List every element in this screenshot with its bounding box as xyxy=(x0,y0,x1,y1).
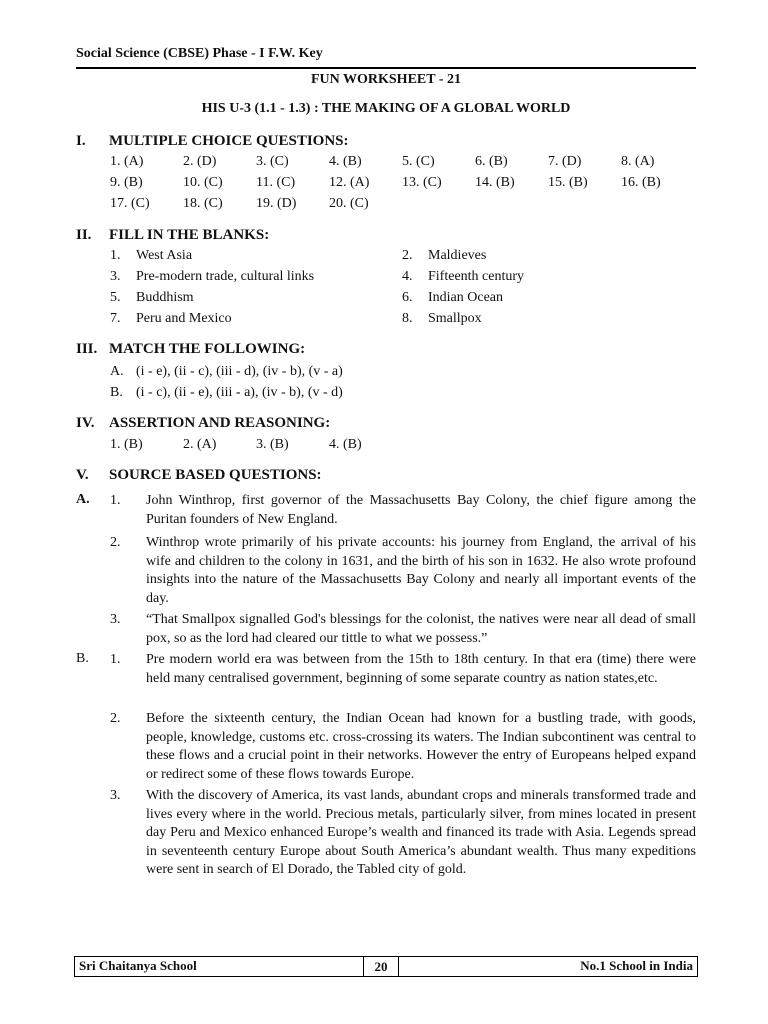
fill-answer-text: West Asia xyxy=(136,248,193,263)
fill-answer-text: Smallpox xyxy=(428,311,482,326)
source-answer xyxy=(110,534,696,608)
mcq-answer: 10. (C) xyxy=(183,175,223,190)
source-answer xyxy=(110,611,696,648)
page-header: Social Science (CBSE) Phase - I F.W. Key xyxy=(76,46,323,61)
section-number: IV. xyxy=(76,415,95,431)
mcq-answer: 17. (C) xyxy=(110,196,150,211)
source-answer xyxy=(110,492,696,529)
fill-answer-text: Peru and Mexico xyxy=(136,311,232,326)
mcq-answer: 13. (C) xyxy=(402,175,442,190)
row-text: (i - e), (ii - c), (iii - d), (iv - b), (v - a) xyxy=(136,364,343,379)
answer-text: Before the sixteenth century, the Indian Ocean had known for a bustling trade, with goods, people, knowledge, customs etc. cross-crossing its waters. The Indian subcontinent was central to these flows and a crucial point in their networks. However the entry of Europeans helped expand or redirect some of these flows towards Europe. xyxy=(146,711,696,782)
mcq-answer: 11. (C) xyxy=(256,175,296,190)
section-title: FILL IN THE BLANKS: xyxy=(109,227,270,243)
source-b-label: B. xyxy=(76,651,89,666)
section-number: V. xyxy=(76,467,89,483)
header-rule xyxy=(76,67,696,69)
mcq-answer: 14. (B) xyxy=(475,175,515,190)
section-number: I. xyxy=(76,133,86,149)
assertion-answer: 4. (B) xyxy=(329,437,362,452)
footer-tagline: No.1 School in India xyxy=(580,958,693,973)
fill-answer-number: 7. xyxy=(110,311,121,326)
fill-answer-number: 1. xyxy=(110,248,121,263)
answer-text: Pre modern world era was between from the 15th to 18th century. In that era (time) there were held many centralised government, beginning of some separate country as nation states,etc. xyxy=(146,652,696,686)
answer-number: 1. xyxy=(110,652,121,667)
fill-answer-text: Indian Ocean xyxy=(428,290,504,305)
row-label: A. xyxy=(110,364,124,379)
worksheet-title: FUN WORKSHEET - 21 xyxy=(310,72,461,87)
answer-number: 3. xyxy=(110,612,121,627)
mcq-answer: 1. (A) xyxy=(110,154,144,169)
fill-answer-text: Maldieves xyxy=(428,248,487,263)
mcq-answer: 7. (D) xyxy=(548,154,582,169)
answer-number: 2. xyxy=(110,535,121,550)
section-number: III. xyxy=(76,341,98,357)
mcq-answer: 8. (A) xyxy=(621,154,655,169)
answer-number: 3. xyxy=(110,788,121,803)
fill-answer-number: 8. xyxy=(402,311,413,326)
row-label: B. xyxy=(110,385,123,400)
section-number: II. xyxy=(76,227,92,243)
mcq-answer: 15. (B) xyxy=(548,175,588,190)
assertion-answer: 1. (B) xyxy=(110,437,143,452)
mcq-answer: 9. (B) xyxy=(110,175,143,190)
mcq-answer: 5. (C) xyxy=(402,154,435,169)
mcq-answer: 18. (C) xyxy=(183,196,223,211)
mcq-answer: 16. (B) xyxy=(621,175,661,190)
source-answer xyxy=(110,651,696,688)
fill-answer-number: 5. xyxy=(110,290,121,305)
answer-number: 1. xyxy=(110,493,121,508)
mcq-answer: 4. (B) xyxy=(329,154,362,169)
answer-text: Winthrop wrote primarily of his private accounts: his journey from England, the arrival of his wife and children to the colony in 1631, and the birth of his son in 1632. He also wrote profound insights into the nature of the Massachusetts Bay Colony and nearly all important events of the day. xyxy=(146,535,696,606)
source-a-label: A. xyxy=(76,492,90,507)
source-answer xyxy=(110,710,696,784)
mcq-answer: 2. (D) xyxy=(183,154,217,169)
fill-answer-text: Buddhism xyxy=(136,290,194,305)
footer-page-number: 20 xyxy=(363,956,399,977)
unit-title: HIS U-3 (1.1 - 1.3) : THE MAKING OF A GLOBAL WORLD xyxy=(201,101,571,116)
fill-answer-text: Pre-modern trade, cultural links xyxy=(136,269,315,284)
assertion-answer: 3. (B) xyxy=(256,437,289,452)
fill-answer-number: 2. xyxy=(402,248,413,263)
section-title: ASSERTION AND REASONING: xyxy=(109,415,331,431)
answer-text: With the discovery of America, its vast lands, abundant crops and minerals transformed trade and lives every where in the world. Precious metals, particularly silver, from mines located in present day Peru and Mexico enhanced Europe’s wealth and financed its trade with Asia. Legends spread in seventeenth century Europe about South America’s abundant wealth. Thus many expeditions were sent in search of El Dorado, the Tabled city of gold. xyxy=(146,788,696,877)
section-title: MULTIPLE CHOICE QUESTIONS: xyxy=(109,133,349,149)
page-footer xyxy=(74,956,698,977)
fill-answer-number: 3. xyxy=(110,269,121,284)
mcq-answer: 20. (C) xyxy=(329,196,369,211)
section-title: SOURCE BASED QUESTIONS: xyxy=(109,467,322,483)
mcq-answer: 6. (B) xyxy=(475,154,508,169)
answer-text: John Winthrop, first governor of the Massachusetts Bay Colony, the chief figure among the Puritan founders of New England. xyxy=(146,493,696,527)
section-title: MATCH THE FOLLOWING: xyxy=(109,341,306,357)
mcq-answer: 12. (A) xyxy=(329,175,370,190)
fill-answer-number: 4. xyxy=(402,269,413,284)
answer-text: “That Smallpox signalled God's blessings for the colonist, the natives were near all dead of small pox, so as the lord had cleared our tittle to what we possess.” xyxy=(146,612,696,646)
mcq-answer: 3. (C) xyxy=(256,154,289,169)
assertion-answer: 2. (A) xyxy=(183,437,217,452)
answer-number: 2. xyxy=(110,711,121,726)
source-answer xyxy=(110,787,696,880)
row-text: (i - c), (ii - e), (iii - a), (iv - b), (v - d) xyxy=(136,385,343,400)
footer-school: Sri Chaitanya School xyxy=(79,958,197,973)
fill-answer-number: 6. xyxy=(402,290,413,305)
mcq-answer: 19. (D) xyxy=(256,196,297,211)
fill-answer-text: Fifteenth century xyxy=(428,269,525,284)
